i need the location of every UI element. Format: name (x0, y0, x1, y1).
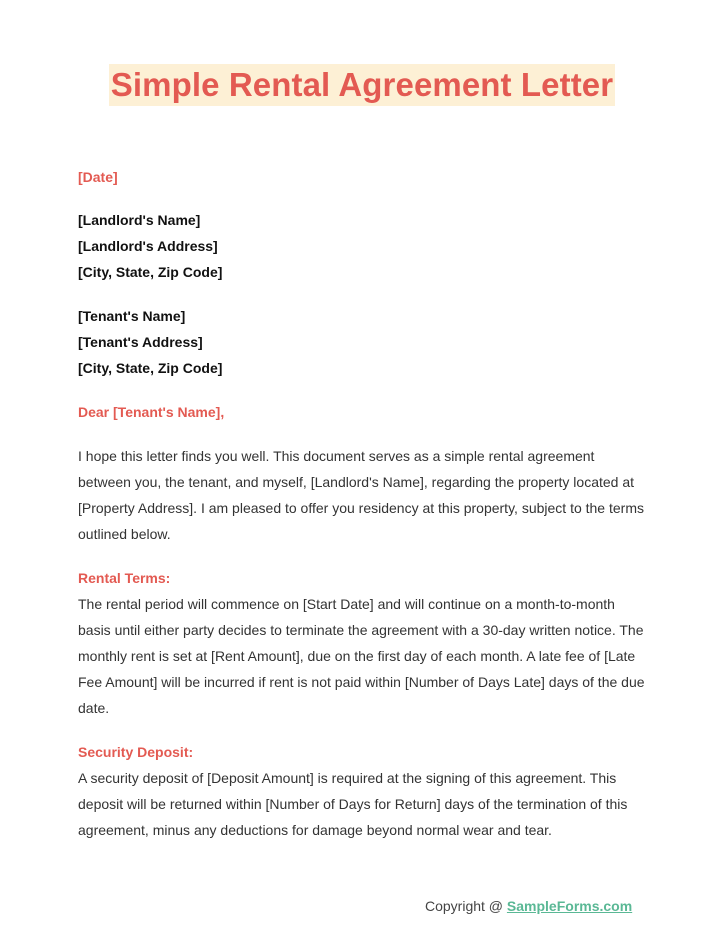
section-heading: Security Deposit: (78, 744, 194, 760)
tenant-city: [City, State, Zip Code] (78, 360, 223, 376)
section-body: The rental period will commence on [Start Date] and will continue on a month-to-month basis until either party decides to terminate the agreement with a 30-day written notice. The monthly rent is set at [Rent Amount], due on the first day of each month. A late fee of [Late Fee Amount] will be incurred if rent is not paid within [Number of Days Late] days of the due date. (78, 596, 645, 716)
date-placeholder: [Date] (78, 169, 118, 185)
copyright-prefix: Copyright @ (425, 898, 507, 914)
tenant-address-block (78, 303, 648, 381)
tenant-address: [Tenant's Address] (78, 334, 203, 350)
brand-link[interactable]: SampleForms.com (506, 898, 633, 914)
intro-paragraph: I hope this letter finds you well. This document serves as a simple rental agreement between you, the tenant, and myself, [Landlord's Name], regarding the property located at [Property Address]. I am pleased to offer you residency at this property, subject to the terms outlined below. (78, 448, 644, 542)
landlord-city: [City, State, Zip Code] (78, 264, 223, 280)
section-heading: Rental Terms: (78, 570, 171, 586)
salutation: Dear [Tenant's Name], (78, 404, 225, 420)
letter-body (78, 164, 648, 843)
title-container (0, 64, 724, 106)
section-security-deposit (78, 739, 648, 843)
landlord-name: [Landlord's Name] (78, 212, 201, 228)
copyright-footer (425, 896, 632, 916)
section-rental-terms (78, 565, 648, 721)
document-title: Simple Rental Agreement Letter (109, 64, 615, 106)
landlord-address-block (78, 207, 648, 285)
section-body: A security deposit of [Deposit Amount] is required at the signing of this agreement. This deposit will be returned within [Number of Days for Return] days of the termination of this agreement, minus any deductions for damage beyond normal wear and tear. (78, 770, 628, 838)
landlord-address: [Landlord's Address] (78, 238, 218, 254)
tenant-name: [Tenant's Name] (78, 308, 186, 324)
